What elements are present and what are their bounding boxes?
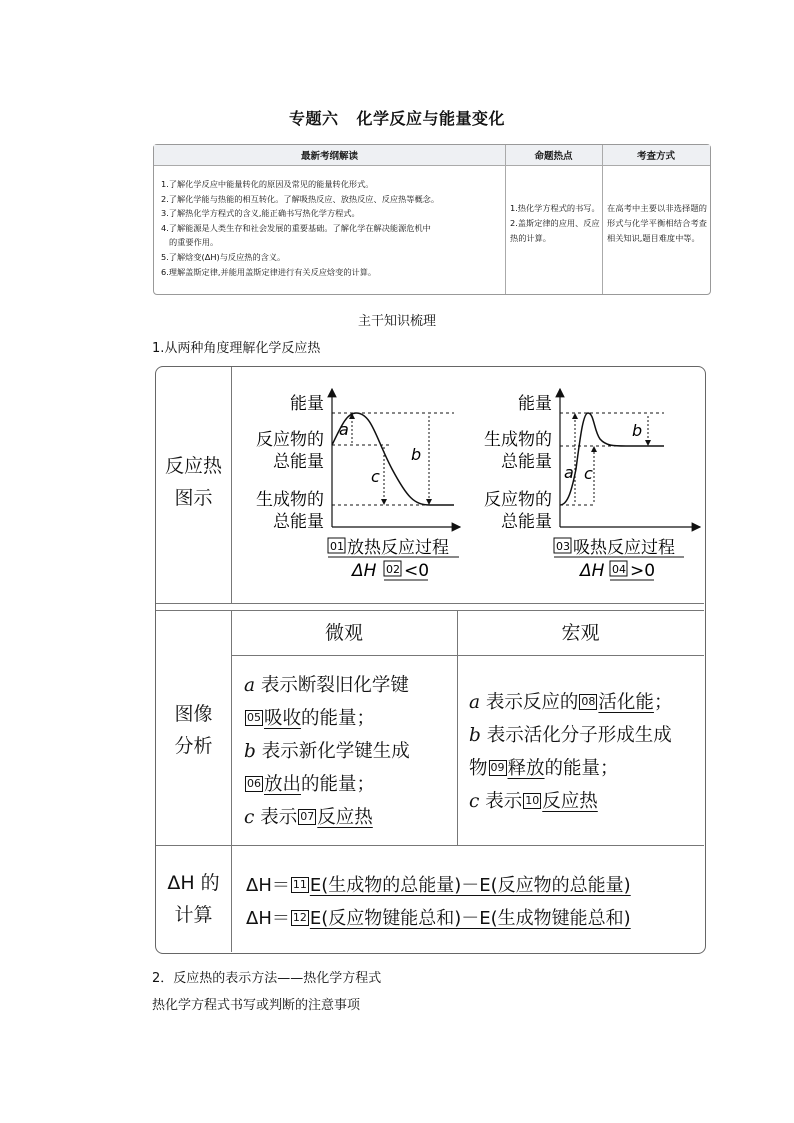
divider (231, 655, 704, 656)
answer-number: 06 (247, 777, 261, 790)
answer-number: 01 (330, 540, 344, 553)
syllabus-item: 5.了解焓变(ΔH)与反应热的含义。 (161, 251, 286, 262)
section-heading: 1.从两种角度理解化学反应热 (152, 341, 321, 356)
variable: a (469, 692, 481, 713)
variable: b (469, 725, 481, 746)
macro-line (469, 686, 701, 719)
text: 表示活化分子形成生成 (480, 725, 672, 746)
level-label: 总能量 (501, 512, 552, 532)
label-a: a (564, 463, 574, 482)
row-label-text: 反应热 (164, 455, 222, 477)
syllabus-item: 6.理解盖斯定律,并能用盖斯定律进行有关反应焓变的计算。 (161, 266, 377, 277)
header-hot-topics: 命题热点 (534, 151, 573, 162)
syllabus-table (153, 144, 711, 295)
level-label: 反应物的 (256, 430, 324, 450)
answer: E(反应物键能总和)－E(生成物键能总和) (309, 908, 631, 929)
answer-number: 10 (525, 794, 540, 807)
text: 的能量； (301, 708, 376, 729)
row-label-text: ΔH 的 (167, 872, 220, 894)
answer-number: 11 (292, 878, 307, 891)
column-header-micro: 微观 (324, 622, 363, 644)
condition: <0 (404, 561, 430, 581)
answer: 吸收 (264, 708, 302, 729)
answer: 放出 (264, 774, 302, 795)
micro-line (244, 669, 449, 702)
label-b: b (411, 445, 422, 464)
answer-number: 09 (490, 761, 505, 774)
level-label: 总能量 (273, 512, 324, 532)
syllabus-item: 2.了解化学能与热能的相互转化。了解吸热反应、放热反应、反应热等概念。 (161, 193, 440, 204)
syllabus-item: 1.了解化学反应中能量转化的原因及常见的能量转化形式。 (161, 179, 374, 189)
answer-number: 04 (612, 563, 626, 576)
header-exam-method: 考查方式 (636, 151, 675, 162)
text: 表示 (479, 791, 523, 812)
caption-endothermic: 吸热反应过程 (573, 538, 675, 558)
divider (156, 845, 704, 846)
answer-number: 08 (581, 695, 596, 708)
section-heading: 2．反应热的表示方法——热化学方程式 (152, 971, 382, 986)
calc-formulas (246, 869, 701, 935)
syllabus-items (161, 177, 506, 279)
macro-line (469, 719, 701, 752)
row-label-text: 计算 (174, 904, 213, 926)
energy-curve (332, 413, 454, 505)
micro-line (244, 735, 449, 768)
answer-number: 12 (292, 911, 307, 924)
endothermic-diagram (464, 369, 704, 601)
label-c: c (584, 464, 593, 483)
y-axis-label: 能量 (518, 394, 552, 414)
hot-topics (510, 201, 600, 245)
syllabus-item: 3.了解热化学方程式的含义,能正确书写热化学方程式。 (161, 208, 360, 219)
formula-line (246, 869, 701, 902)
column-divider (602, 145, 603, 294)
label-a: a (339, 420, 349, 439)
divider (156, 603, 704, 604)
variable: b (244, 741, 256, 762)
row-label-analysis (156, 698, 231, 762)
variable: c (244, 807, 255, 828)
answer: 反应热 (542, 791, 598, 812)
level-label: 生成物的 (484, 430, 552, 450)
answer: 反应热 (317, 807, 373, 828)
macro-analysis (469, 686, 701, 818)
text: 的能量； (301, 774, 376, 795)
level-label: 总能量 (501, 452, 552, 472)
concept-frame (155, 366, 706, 954)
row-label-text: 图示 (174, 487, 213, 509)
level-label: 生成物的 (256, 490, 324, 510)
formula-lhs: ΔH＝ (246, 908, 290, 929)
text: 表示反应的 (480, 692, 579, 713)
section-heading: 热化学方程式书写或判断的注意事项 (152, 998, 361, 1013)
hot-topic-item: 2.盖斯定律的应用、反应热的计算。 (510, 217, 600, 243)
divider (231, 610, 232, 952)
level-label: 反应物的 (484, 490, 552, 510)
variable: c (469, 791, 480, 812)
energy-curve (560, 413, 664, 505)
header-syllabus: 最新考纲解读 (300, 151, 358, 162)
text: ； (653, 692, 673, 713)
level-label: 总能量 (273, 452, 324, 472)
y-axis-label: 能量 (290, 394, 324, 414)
text: 表示 (254, 807, 298, 828)
title-part1: 专题六 (288, 109, 339, 128)
delta-h: ΔH (352, 561, 377, 581)
answer-number: 03 (556, 540, 570, 553)
micro-line (244, 768, 449, 801)
caption-exothermic: 放热反应过程 (347, 538, 449, 558)
row-label-text: 图像 (174, 703, 213, 725)
page-title (0, 106, 794, 129)
row-label-graph (156, 450, 231, 514)
label-b: b (632, 421, 643, 440)
macro-line (469, 785, 701, 818)
macro-line (469, 752, 701, 785)
exothermic-diagram (232, 369, 462, 601)
hot-topic-item: 1.热化学方程式的书写。 (510, 203, 600, 213)
micro-analysis (244, 669, 449, 834)
row-label-calc (156, 867, 231, 931)
text: 的能量； (544, 758, 619, 779)
section-heading: 主干知识梳理 (357, 314, 436, 329)
text: 物 (469, 758, 488, 779)
answer-number: 07 (300, 810, 315, 823)
exam-method: 在高考中主要以非选择题的形式与化学平衡相结合考查相关知识,题目难度中等。 (607, 203, 707, 243)
micro-line (244, 801, 449, 834)
variable: a (244, 675, 256, 696)
text: 表示新化学键生成 (255, 741, 410, 762)
syllabus-item: 的重要作用。 (169, 237, 219, 248)
label-c: c (371, 467, 380, 486)
answer: E(生成物的总能量)－E(反应物的总能量) (309, 875, 631, 896)
delta-h: ΔH (580, 561, 605, 581)
row-label-text: 分析 (174, 735, 213, 757)
micro-line (244, 702, 449, 735)
answer-number: 02 (386, 563, 400, 576)
title-part2: 化学反应与能量变化 (356, 109, 506, 128)
text: 表示断裂旧化学键 (255, 675, 409, 696)
column-header-macro: 宏观 (561, 622, 600, 644)
formula-line (246, 902, 701, 935)
divider (156, 610, 704, 611)
answer-number: 05 (247, 711, 261, 724)
answer: 释放 (507, 758, 545, 779)
formula-lhs: ΔH＝ (246, 875, 290, 896)
answer: 活化能 (598, 692, 654, 713)
condition: >0 (630, 561, 656, 581)
syllabus-item: 4.了解能源是人类生存和社会发展的重要基础。了解化学在解决能源危机中 (161, 222, 431, 233)
